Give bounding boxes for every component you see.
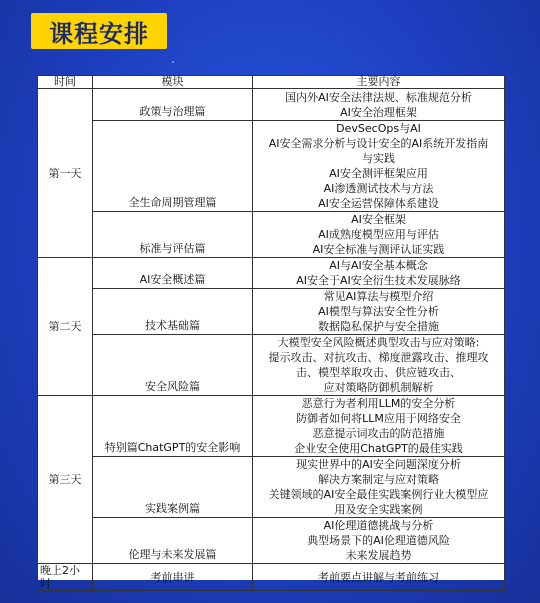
module-cell: 伦理与未来发展篇 <box>93 518 253 564</box>
content-line: 数据隐私保护与安全措施 <box>318 320 439 333</box>
module-cell: 技术基础篇 <box>93 289 253 335</box>
table-row <box>38 335 505 396</box>
content-line: 恶意行为者利用LLM的安全分析 <box>301 397 456 410</box>
content-cell <box>253 396 505 457</box>
table-row <box>38 396 505 457</box>
day-cell: 第二天 <box>38 258 93 396</box>
content-line: 典型场景下的AI伦理道德风险 <box>307 534 450 547</box>
content-line: 企业安全使用ChatGPT的最佳实践 <box>294 442 463 455</box>
content-line: 解决方案制定与应对策略 <box>318 473 439 486</box>
content-line: 用及安全实践案例 <box>334 503 423 516</box>
module-cell: 政策与治理篇 <box>93 89 253 121</box>
content-line: DevSecOps与AI <box>336 122 421 135</box>
table-row <box>38 121 505 212</box>
content-line: AI安全标准与测评认证实践 <box>312 243 445 256</box>
content-line: 防御者如何将LLM应用于网络安全 <box>296 412 461 425</box>
table-row <box>38 258 505 289</box>
content-cell <box>253 212 505 258</box>
schedule-sheet <box>37 75 504 590</box>
content-line: AI安全框架 <box>351 213 406 226</box>
table-row <box>38 457 505 518</box>
module-cell: 特别篇ChatGPT的安全影响 <box>93 396 253 457</box>
content-line: AI渗透测试技术与方法 <box>323 182 434 195</box>
content-line: AI安全运营保障体系建设 <box>318 197 439 210</box>
content-line: AI成熟度模型应用与评估 <box>318 228 439 241</box>
table-row-final <box>38 564 505 591</box>
schedule-table <box>37 75 505 591</box>
content-line: 与实践 <box>362 152 395 165</box>
module-cell: 全生命周期管理篇 <box>93 121 253 212</box>
content-line: AI安全测评框架应用 <box>329 167 428 180</box>
content-line: 提示攻击、对抗攻击、梯度泄露攻击、推理攻 <box>268 351 489 364</box>
content-line: 关键领域的AI安全最佳实践案例行业大模型应 <box>268 488 489 501</box>
content-line: 未来发展趋势 <box>345 549 412 562</box>
content-cell <box>253 457 505 518</box>
content-line: AI模型与算法安全性分析 <box>318 305 439 318</box>
header-time: 时间 <box>38 76 93 89</box>
day-cell: 第三天 <box>38 396 93 564</box>
content-line: 击、模型萃取攻击、供应链攻击、 <box>296 366 461 379</box>
content-line: AI安全需求分析与设计安全的AI系统开发指南 <box>268 137 489 150</box>
final-content-cell: 考前要点讲解与考前练习 <box>253 564 505 591</box>
page-title: 课程安排 <box>49 19 149 48</box>
module-cell: 标准与评估篇 <box>93 212 253 258</box>
content-line: AI安全于AI安全衍生技术发展脉络 <box>296 274 461 287</box>
day-cell: 第一天 <box>38 89 93 258</box>
table-row <box>38 89 505 121</box>
content-line: AI伦理道德挑战与分析 <box>323 519 434 532</box>
title-badge <box>31 13 167 49</box>
header-content: 主要内容 <box>253 76 505 89</box>
table-row <box>38 212 505 258</box>
final-time-cell: 晚上2小时 <box>38 564 93 591</box>
decorative-tick: ˇ <box>171 61 175 70</box>
content-cell <box>253 121 505 212</box>
final-module-cell: 考前串讲 <box>93 564 253 591</box>
table-row <box>38 518 505 564</box>
content-line: 大模型安全风险概述典型攻击与应对策略: <box>277 336 480 349</box>
schedule-body <box>38 89 505 591</box>
content-cell <box>253 89 505 121</box>
content-line: 常见AI算法与模型介绍 <box>323 290 434 303</box>
content-line: 国内外AI安全法律法规、标准规范分析 <box>285 90 472 104</box>
content-line: 现实世界中的AI安全问题深度分析 <box>296 458 461 471</box>
module-cell: 安全风险篇 <box>93 335 253 396</box>
content-cell <box>253 518 505 564</box>
content-cell <box>253 258 505 289</box>
module-cell: 实践案例篇 <box>93 457 253 518</box>
table-row <box>38 289 505 335</box>
content-line: 应对策略防御机制解析 <box>323 381 434 394</box>
module-cell: AI安全概述篇 <box>93 258 253 289</box>
content-line: 恶意提示词攻击的防范措施 <box>312 427 445 440</box>
content-cell <box>253 335 505 396</box>
header-module: 模块 <box>93 76 253 89</box>
content-line: AI与AI安全基本概念 <box>329 259 428 272</box>
content-cell <box>253 289 505 335</box>
table-header-row <box>38 76 505 89</box>
content-line: AI安全治理框架 <box>340 105 417 119</box>
